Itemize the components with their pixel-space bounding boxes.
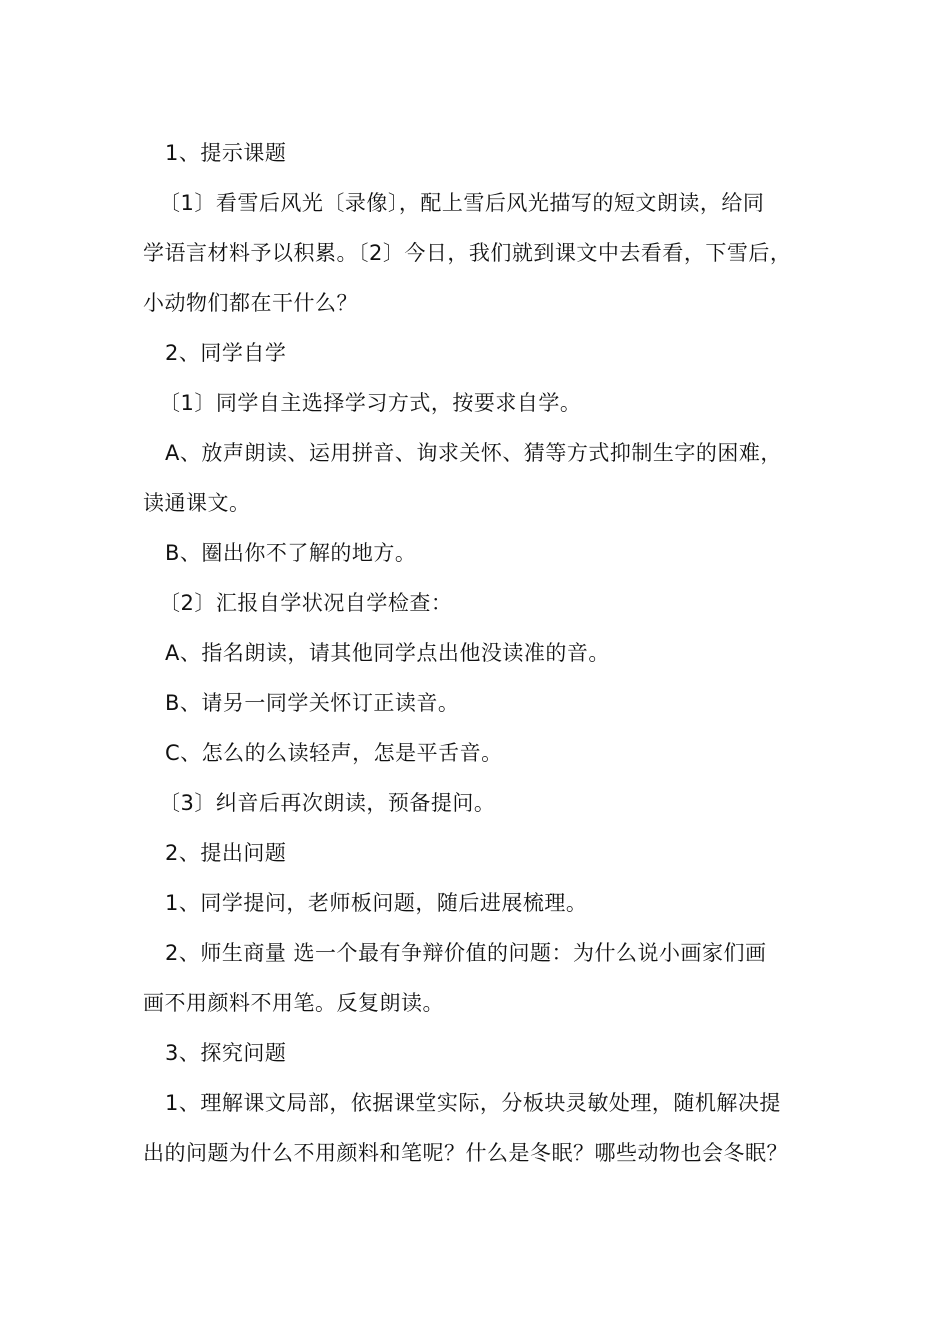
paragraph-line: 出的问题为什么不用颜料和笔呢？什么是冬眠？哪些动物也会冬眠？ — [143, 1141, 788, 1165]
paragraph-line: C、怎么的么读轻声，怎是平舌音。 — [165, 741, 503, 765]
paragraph-line: 学语言材料予以积累。〔2〕今日，我们就到课文中去看看，下雪后， — [143, 241, 792, 265]
paragraph-line: 〔2〕汇报自学状况自学检查： — [159, 591, 453, 615]
paragraph-line: 〔1〕看雪后风光〔录像〕，配上雪后风光描写的短文朗读，给同 — [159, 191, 765, 215]
paragraph-line: 1、提示课题 — [165, 141, 287, 165]
paragraph-line: 3、探究问题 — [165, 1041, 287, 1065]
paragraph-line: 2、提出问题 — [165, 841, 287, 865]
paragraph-line: 1、同学提问，老师板问题，随后进展梳理。 — [165, 891, 588, 915]
paragraph-line: B、请另一同学关怀订正读音。 — [165, 691, 460, 715]
paragraph-line: B、圈出你不了解的地方。 — [165, 541, 417, 565]
paragraph-line: 2、师生商量 选一个最有争辩价值的问题：为什么说小画家们画 — [165, 941, 767, 965]
paragraph-line: 画不用颜料不用笔。反复朗读。 — [143, 991, 444, 1015]
paragraph-line: A、指名朗读，请其他同学点出他没读准的音。 — [165, 641, 610, 665]
paragraph-line: 小动物们都在干什么？ — [143, 291, 358, 315]
paragraph-line: 2、同学自学 — [165, 341, 287, 365]
paragraph-line: 1、理解课文局部，依据课堂实际，分板块灵敏处理，随机解决提 — [165, 1091, 781, 1115]
paragraph-line: A、放声朗读、运用拼音、询求关怀、猜等方式抑制生字的困难， — [165, 441, 782, 465]
document-body — [143, 128, 823, 1178]
paragraph-line: 读通课文。 — [143, 491, 251, 515]
paragraph-line: 〔3〕纠音后再次朗读，预备提问。 — [159, 791, 496, 815]
paragraph-line: 〔1〕同学自主选择学习方式，按要求自学。 — [159, 391, 582, 415]
